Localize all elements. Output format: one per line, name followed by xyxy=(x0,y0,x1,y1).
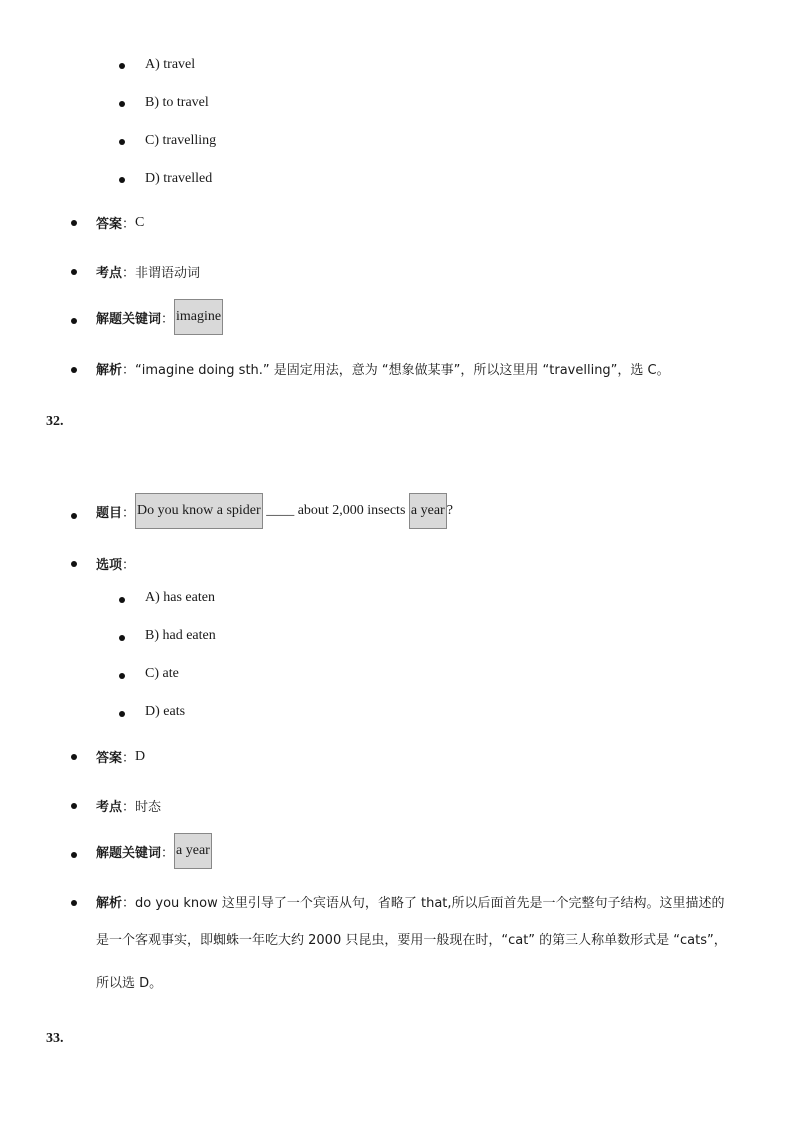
option-c: C) ate xyxy=(145,666,179,681)
analysis-text: “imagine doing sth.” 是固定用法，意为 “想象做某事”，所以这里用 “travelling”，选 C。 xyxy=(135,363,670,378)
bullet xyxy=(71,220,77,226)
analysis-line-3: 所以选 D。 xyxy=(96,976,163,991)
option-d: D) travelled xyxy=(145,171,213,186)
bullet xyxy=(119,597,125,603)
bullet xyxy=(71,754,77,760)
bullet xyxy=(119,711,125,717)
point-label: 考点 xyxy=(96,266,123,281)
question-number: 33. xyxy=(46,1031,64,1046)
keyword-label: 解题关键词 xyxy=(96,845,162,861)
option-a: A) has eaten xyxy=(145,590,215,605)
point-value: 时态 xyxy=(135,800,162,815)
keyword-highlight: imagine xyxy=(174,299,223,335)
analysis-line-1: do you know 这里引导了一个宾语从句，省略了 that,所以后面首先是一个完整句子结构。这里描述的 xyxy=(135,896,725,911)
keyword-highlight: a year xyxy=(174,833,212,869)
option-c: C) travelling xyxy=(145,133,217,148)
question-label: 题目 xyxy=(96,505,123,521)
option-b: B) had eaten xyxy=(145,628,216,643)
bullet xyxy=(71,513,77,519)
bullet xyxy=(119,177,125,183)
options-label: 选项 xyxy=(96,558,123,573)
point-label: 考点 xyxy=(96,800,123,815)
point-row: 考点 ： 非谓语动词 xyxy=(96,262,200,281)
option-b: B) to travel xyxy=(145,95,209,110)
bullet xyxy=(119,101,125,107)
bullet xyxy=(119,673,125,679)
bullet xyxy=(119,635,125,641)
option-d: D) eats xyxy=(145,704,186,719)
option-a: A) travel xyxy=(145,57,196,72)
question-blank: ____ about 2,000 insects xyxy=(262,503,409,518)
question-highlight-2: a year xyxy=(409,493,447,529)
analysis-label: 解析 xyxy=(96,363,123,378)
keyword-row: 解题关键词 ： imagine xyxy=(96,299,223,335)
keyword-row: 解题关键词 ： a year xyxy=(96,833,212,869)
bullet xyxy=(71,269,77,275)
keyword-label: 解题关键词 xyxy=(96,311,162,327)
point-row: 考点 ： 时态 xyxy=(96,796,161,815)
answer-label: 答案 xyxy=(96,217,123,232)
bullet xyxy=(71,803,77,809)
question-row: 题目 ： Do you know a spider ____ about 2,000 insects a year ? xyxy=(96,493,453,529)
bullet xyxy=(119,63,125,69)
analysis-row: 解析 ： do you know 这里引导了一个宾语从句，省略了 that,所以后面首先是一个完整句子结构。这里描述的 xyxy=(96,892,725,911)
point-value: 非谓语动词 xyxy=(135,266,201,281)
bullet xyxy=(71,900,77,906)
answer-row: 答案 ： C xyxy=(96,214,145,232)
question-highlight: Do you know a spider xyxy=(135,493,263,529)
bullet xyxy=(119,139,125,145)
question-end: ? xyxy=(446,503,453,518)
analysis-line-2: 是一个客观事实，即蜘蛛一年吃大约 2000 只昆虫，要用一般现在时，“cat” 的第三人称单数形式是 “cats”， xyxy=(96,933,727,948)
options-row: 选项 ： xyxy=(96,554,135,573)
answer-value: C xyxy=(135,214,145,230)
question-number: 32. xyxy=(46,414,64,429)
answer-row: 答案 ： D xyxy=(96,748,146,766)
analysis-label: 解析 xyxy=(96,896,123,911)
bullet xyxy=(71,318,77,324)
analysis-row: 解析 ： “imagine doing sth.” 是固定用法，意为 “想象做某事”，所以这里用 “travelling”，选 C。 xyxy=(96,359,670,378)
bullet xyxy=(71,561,77,567)
bullet xyxy=(71,367,77,373)
answer-value: D xyxy=(135,748,146,764)
bullet xyxy=(71,852,77,858)
answer-label: 答案 xyxy=(96,751,123,766)
